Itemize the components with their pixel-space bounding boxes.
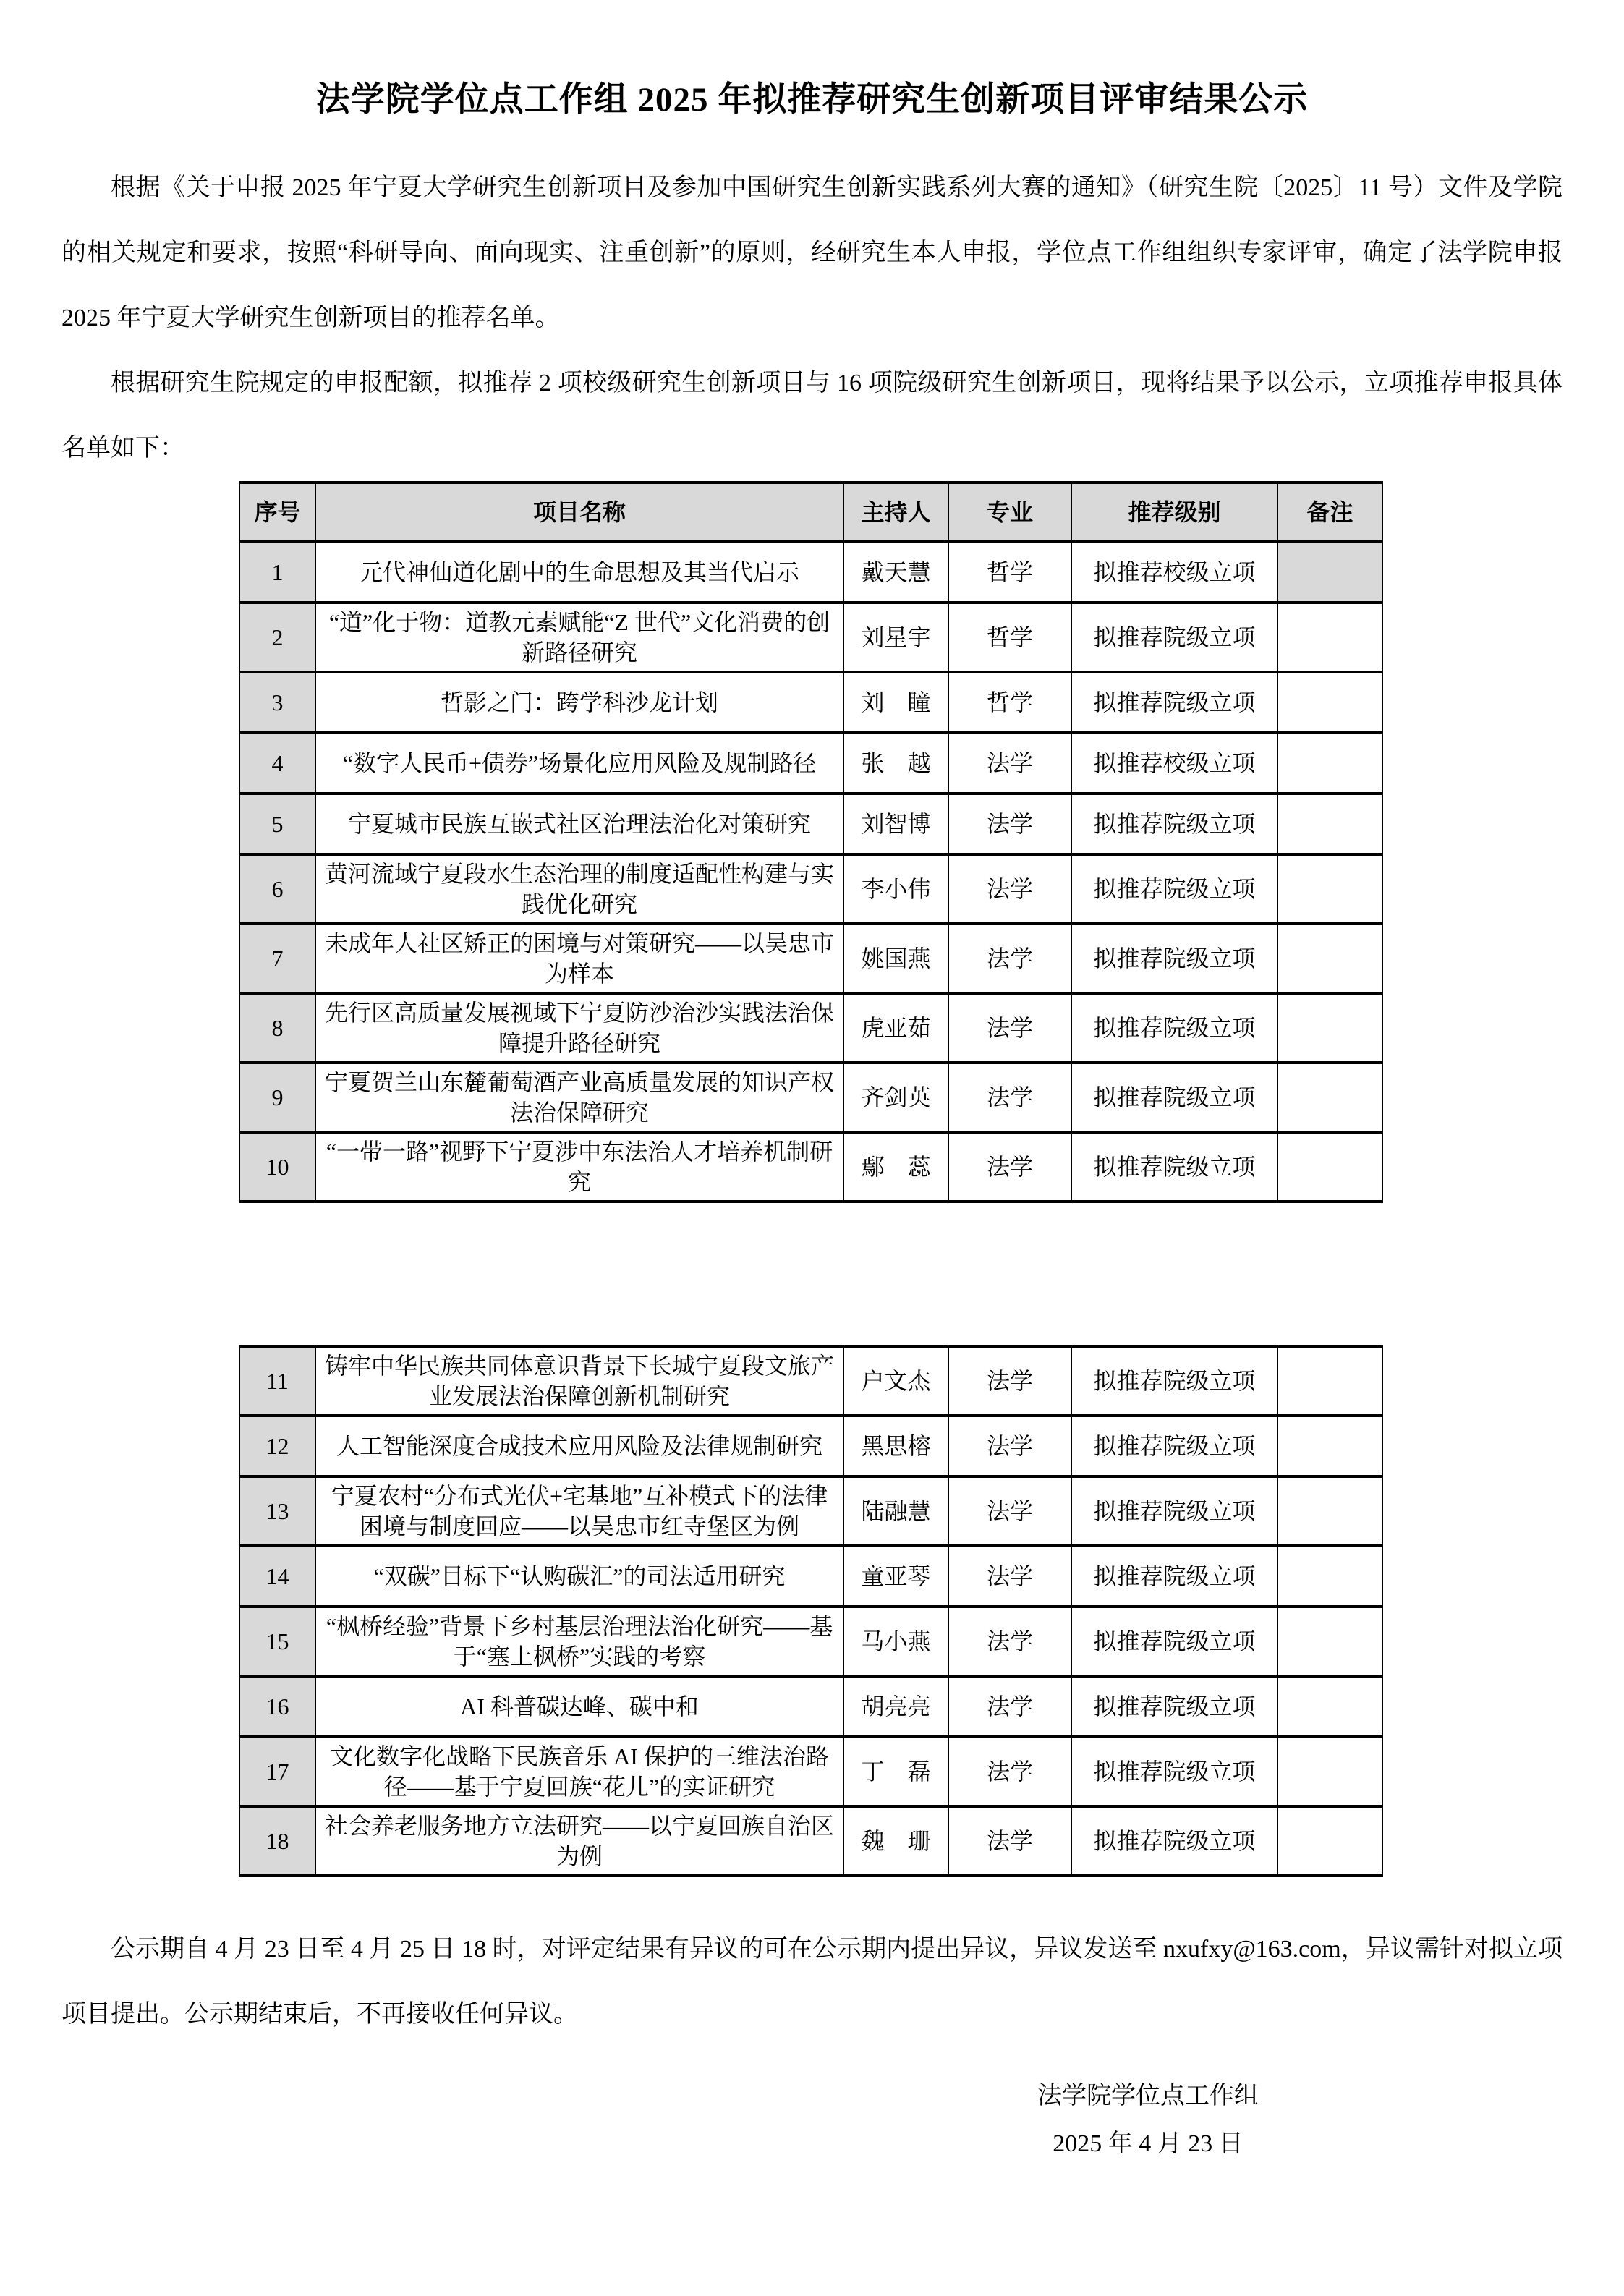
remark-cell <box>1277 1737 1382 1806</box>
recommend-level-cell: 拟推荐院级立项 <box>1071 1416 1277 1476</box>
header-no: 序号 <box>239 482 315 542</box>
signature-org: 法学院学位点工作组 <box>1037 2083 1259 2109</box>
table-row <box>239 1806 1382 1876</box>
remark-cell <box>1277 1063 1382 1132</box>
project-name-cell: 社会养老服务地方立法研究——以宁夏回族自治区为例 <box>315 1806 843 1876</box>
recommend-level-cell: 拟推荐院级立项 <box>1071 924 1277 993</box>
table-row <box>239 1063 1382 1132</box>
major-cell: 法学 <box>948 1346 1071 1416</box>
leader-cell: 齐剑英 <box>843 1063 948 1132</box>
remark-cell <box>1277 924 1382 993</box>
remark-cell <box>1277 1806 1382 1876</box>
row-number-cell: 3 <box>239 672 315 733</box>
recommend-level-cell: 拟推荐院级立项 <box>1071 1132 1277 1202</box>
recommend-level-cell: 拟推荐院级立项 <box>1071 1676 1277 1737</box>
project-name-cell: “一带一路”视野下宁夏涉中东法治人才培养机制研究 <box>315 1132 843 1202</box>
recommend-level-cell: 拟推荐院级立项 <box>1071 1737 1277 1806</box>
major-cell: 法学 <box>948 1063 1071 1132</box>
leader-cell: 黑思榕 <box>843 1416 948 1476</box>
table-row <box>239 794 1382 854</box>
row-number-cell: 13 <box>239 1476 315 1546</box>
table-row <box>239 993 1382 1063</box>
remark-cell <box>1277 1476 1382 1546</box>
major-cell: 法学 <box>948 794 1071 854</box>
project-name-cell: 铸牢中华民族共同体意识背景下长城宁夏段文旅产业发展法治保障创新机制研究 <box>315 1346 843 1416</box>
page-break-gap <box>61 1203 1563 1345</box>
leader-cell: 戴天慧 <box>843 542 948 603</box>
table-row <box>239 603 1382 672</box>
row-number-cell: 10 <box>239 1132 315 1202</box>
leader-cell: 陆融慧 <box>843 1476 948 1546</box>
recommend-level-cell: 拟推荐院级立项 <box>1071 603 1277 672</box>
leader-cell: 鄢 蕊 <box>843 1132 948 1202</box>
project-name-cell: AI 科普碳达峰、碳中和 <box>315 1676 843 1737</box>
row-number-cell: 9 <box>239 1063 315 1132</box>
recommend-level-cell: 拟推荐院级立项 <box>1071 794 1277 854</box>
project-name-cell: 先行区高质量发展视域下宁夏防沙治沙实践法治保障提升路径研究 <box>315 993 843 1063</box>
remark-cell <box>1277 672 1382 733</box>
leader-cell: 李小伟 <box>843 854 948 924</box>
row-number-cell: 11 <box>239 1346 315 1416</box>
project-name-cell: 宁夏贺兰山东麓葡萄酒产业高质量发展的知识产权法治保障研究 <box>315 1063 843 1132</box>
leader-cell: 马小燕 <box>843 1607 948 1676</box>
recommend-level-cell: 拟推荐院级立项 <box>1071 1806 1277 1876</box>
remark-cell <box>1277 733 1382 794</box>
recommend-level-cell: 拟推荐院级立项 <box>1071 1063 1277 1132</box>
project-name-cell: 黄河流域宁夏段水生态治理的制度适配性构建与实践优化研究 <box>315 854 843 924</box>
table-row <box>239 1607 1382 1676</box>
row-number-cell: 1 <box>239 542 315 603</box>
remark-cell <box>1277 1132 1382 1202</box>
intro-paragraph: 根据《关于申报 2025 年宁夏大学研究生创新项目及参加中国研究生创新实践系列大赛的通知》（研究生院〔2025〕11 号）文件及学院的相关规定和要求，按照“科研导向、面向现实、注重创新”的原则，经研究生本人申报，学位点工作组组织专家评审，确定了法学院申报 2025 年宁夏大学研究生创新项目的推荐名单。 <box>61 174 1563 331</box>
recommend-level-cell: 拟推荐院级立项 <box>1071 993 1277 1063</box>
major-cell: 法学 <box>948 854 1071 924</box>
table-header-row <box>239 482 1382 542</box>
row-number-cell: 16 <box>239 1676 315 1737</box>
project-name-cell: “枫桥经验”背景下乡村基层治理法治化研究——基于“塞上枫桥”实践的考察 <box>315 1607 843 1676</box>
project-name-cell: “双碳”目标下“认购碳汇”的司法适用研究 <box>315 1546 843 1607</box>
leader-cell: 丁 磊 <box>843 1737 948 1806</box>
remark-cell <box>1277 1676 1382 1737</box>
table-row <box>239 1346 1382 1416</box>
leader-cell: 胡亮亮 <box>843 1676 948 1737</box>
project-name-cell: 人工智能深度合成技术应用风险及法律规制研究 <box>315 1416 843 1476</box>
table-row <box>239 1546 1382 1607</box>
remark-cell <box>1277 1607 1382 1676</box>
remark-cell <box>1277 1546 1382 1607</box>
project-name-cell: “道”化于物：道教元素赋能“Z 世代”文化消费的创新路径研究 <box>315 603 843 672</box>
leader-cell: 户文杰 <box>843 1346 948 1416</box>
signature-date: 2025 年 4 月 23 日 <box>1053 2130 1243 2157</box>
leader-cell: 刘星宇 <box>843 603 948 672</box>
remark-cell <box>1277 854 1382 924</box>
row-number-cell: 12 <box>239 1416 315 1476</box>
major-cell: 法学 <box>948 1132 1071 1202</box>
major-cell: 法学 <box>948 1546 1071 1607</box>
project-name-cell: 元代神仙道化剧中的生命思想及其当代启示 <box>315 542 843 603</box>
project-name-cell: 文化数字化战略下民族音乐 AI 保护的三维法治路径——基于宁夏回族“花儿”的实证研究 <box>315 1737 843 1806</box>
major-cell: 法学 <box>948 1806 1071 1876</box>
projects-table-1 <box>239 481 1383 1203</box>
header-leader: 主持人 <box>843 482 948 542</box>
project-name-cell: 宁夏城市民族互嵌式社区治理法治化对策研究 <box>315 794 843 854</box>
project-name-cell: 未成年人社区矫正的困境与对策研究——以吴忠市为样本 <box>315 924 843 993</box>
recommend-level-cell: 拟推荐院级立项 <box>1071 1346 1277 1416</box>
leader-cell: 刘 瞳 <box>843 672 948 733</box>
page-title: 法学院学位点工作组 2025 年拟推荐研究生创新项目评审结果公示 <box>315 81 1309 119</box>
project-name-cell: 哲影之门：跨学科沙龙计划 <box>315 672 843 733</box>
table-row <box>239 672 1382 733</box>
remark-cell <box>1277 1416 1382 1476</box>
header-recommend-level: 推荐级别 <box>1071 482 1277 542</box>
header-remark: 备注 <box>1277 482 1382 542</box>
recommend-level-cell: 拟推荐校级立项 <box>1071 733 1277 794</box>
project-name-cell: 宁夏农村“分布式光伏+宅基地”互补模式下的法律困境与制度回应——以吴忠市红寺堡区为例 <box>315 1476 843 1546</box>
row-number-cell: 14 <box>239 1546 315 1607</box>
table-row <box>239 542 1382 603</box>
major-cell: 法学 <box>948 924 1071 993</box>
remark-cell <box>1277 603 1382 672</box>
row-number-cell: 18 <box>239 1806 315 1876</box>
recommend-level-cell: 拟推荐院级立项 <box>1071 1476 1277 1546</box>
leader-cell: 虎亚茹 <box>843 993 948 1063</box>
row-number-cell: 6 <box>239 854 315 924</box>
leader-cell: 童亚琴 <box>843 1546 948 1607</box>
header-project-name: 项目名称 <box>315 482 843 542</box>
table-row <box>239 1737 1382 1806</box>
table-row <box>239 733 1382 794</box>
table-row <box>239 1676 1382 1737</box>
remark-cell <box>1277 794 1382 854</box>
recommend-level-cell: 拟推荐院级立项 <box>1071 1546 1277 1607</box>
recommend-level-cell: 拟推荐院级立项 <box>1071 854 1277 924</box>
major-cell: 哲学 <box>948 542 1071 603</box>
table-1-body <box>239 542 1382 1202</box>
row-number-cell: 5 <box>239 794 315 854</box>
row-number-cell: 17 <box>239 1737 315 1806</box>
table-row <box>239 924 1382 993</box>
major-cell: 法学 <box>948 1737 1071 1806</box>
recommend-level-cell: 拟推荐校级立项 <box>1071 542 1277 603</box>
leader-cell: 魏 珊 <box>843 1806 948 1876</box>
row-number-cell: 2 <box>239 603 315 672</box>
leader-cell: 张 越 <box>843 733 948 794</box>
major-cell: 法学 <box>948 733 1071 794</box>
remark-cell <box>1277 993 1382 1063</box>
remark-cell <box>1277 542 1382 603</box>
table-row <box>239 1416 1382 1476</box>
recommend-level-cell: 拟推荐院级立项 <box>1071 1607 1277 1676</box>
major-cell: 法学 <box>948 993 1071 1063</box>
table-row <box>239 854 1382 924</box>
projects-table-2 <box>239 1345 1383 1877</box>
row-number-cell: 4 <box>239 733 315 794</box>
major-cell: 哲学 <box>948 603 1071 672</box>
row-number-cell: 15 <box>239 1607 315 1676</box>
closing-paragraph: 公示期自 4 月 23 日至 4 月 25 日 18 时，对评定结果有异议的可在公示期内提出异议，异议发送至 nxufxy@163.com，异议需针对拟立项项目提出。公示期结束后，不再接收任何异议。 <box>61 1936 1563 2028</box>
leader-cell: 刘智博 <box>843 794 948 854</box>
row-number-cell: 8 <box>239 993 315 1063</box>
major-cell: 法学 <box>948 1607 1071 1676</box>
signature-block <box>1037 2072 1259 2168</box>
major-cell: 哲学 <box>948 672 1071 733</box>
remark-cell <box>1277 1346 1382 1416</box>
table-row <box>239 1476 1382 1546</box>
leader-cell: 姚国燕 <box>843 924 948 993</box>
major-cell: 法学 <box>948 1476 1071 1546</box>
table-row <box>239 1132 1382 1202</box>
quota-paragraph: 根据研究生院规定的申报配额，拟推荐 2 项校级研究生创新项目与 16 项院级研究生创新项目，现将结果予以公示，立项推荐申报具体名单如下： <box>61 370 1563 462</box>
header-major: 专业 <box>948 482 1071 542</box>
table-2-body <box>239 1346 1382 1876</box>
row-number-cell: 7 <box>239 924 315 993</box>
major-cell: 法学 <box>948 1416 1071 1476</box>
project-name-cell: “数字人民币+债券”场景化应用风险及规制路径 <box>315 733 843 794</box>
major-cell: 法学 <box>948 1676 1071 1737</box>
recommend-level-cell: 拟推荐院级立项 <box>1071 672 1277 733</box>
